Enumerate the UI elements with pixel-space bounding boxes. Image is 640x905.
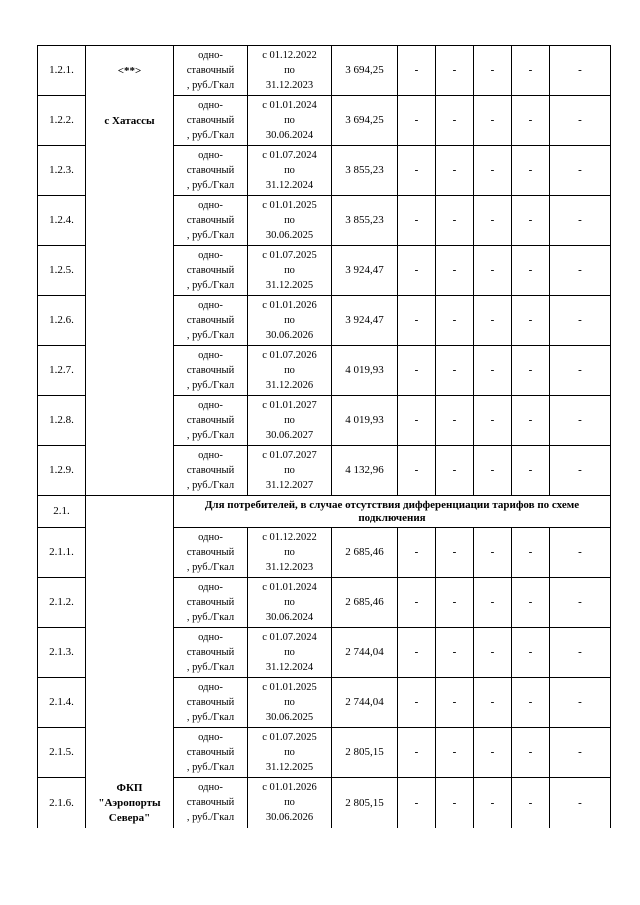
period-line: 31.12.2023 bbox=[265, 80, 314, 91]
empty-value-dash: - bbox=[436, 396, 474, 446]
tariff-value: 3 694,25 bbox=[332, 46, 398, 96]
period-cell bbox=[248, 346, 332, 396]
empty-value-dash: - bbox=[474, 528, 512, 578]
unit-cell bbox=[174, 628, 248, 678]
empty-value-dash: - bbox=[474, 678, 512, 728]
empty-value-dash: - bbox=[512, 628, 550, 678]
empty-value-dash: - bbox=[398, 346, 436, 396]
period-line: с 01.07.2024 bbox=[262, 150, 317, 161]
tariff-value: 3 924,47 bbox=[332, 296, 398, 346]
period-cell bbox=[248, 396, 332, 446]
period-line: по bbox=[284, 215, 295, 226]
period-line: с 01.01.2024 bbox=[262, 100, 317, 111]
empty-value-dash: - bbox=[550, 628, 611, 678]
unit-line: одно- bbox=[198, 100, 223, 111]
row-number: 2.1.2. bbox=[38, 578, 86, 628]
empty-value-dash: - bbox=[436, 678, 474, 728]
empty-value-dash: - bbox=[474, 96, 512, 146]
unit-cell bbox=[174, 246, 248, 296]
unit-line: ставочный bbox=[186, 265, 235, 276]
tariff-value: 2 685,46 bbox=[332, 528, 398, 578]
row-number: 1.2.9. bbox=[38, 446, 86, 496]
period-line: с 01.12.2022 bbox=[262, 532, 317, 543]
unit-line: ставочный bbox=[186, 165, 235, 176]
period-line: по bbox=[284, 697, 295, 708]
empty-value-dash: - bbox=[436, 578, 474, 628]
unit-cell bbox=[174, 46, 248, 96]
organization-cell-top bbox=[86, 46, 174, 96]
unit-cell bbox=[174, 778, 248, 828]
unit-cell bbox=[174, 678, 248, 728]
period-cell bbox=[248, 246, 332, 296]
period-cell bbox=[248, 296, 332, 346]
period-line: с 01.07.2027 bbox=[262, 450, 317, 461]
empty-value-dash: - bbox=[436, 778, 474, 828]
period-line: с 01.01.2026 bbox=[262, 782, 317, 794]
period-line: по bbox=[284, 465, 295, 476]
unit-line: ставочный bbox=[186, 797, 235, 809]
unit-line: одно- bbox=[198, 582, 223, 593]
empty-value-dash: - bbox=[512, 196, 550, 246]
unit-line: ставочный bbox=[186, 315, 235, 326]
empty-value-dash: - bbox=[550, 346, 611, 396]
empty-value-dash: - bbox=[512, 346, 550, 396]
empty-value-dash: - bbox=[512, 396, 550, 446]
empty-value-dash: - bbox=[436, 246, 474, 296]
empty-value-dash: - bbox=[436, 346, 474, 396]
empty-value-dash: - bbox=[398, 528, 436, 578]
empty-value-dash: - bbox=[550, 678, 611, 728]
unit-cell bbox=[174, 728, 248, 778]
empty-value-dash: - bbox=[436, 628, 474, 678]
empty-value-dash: - bbox=[474, 146, 512, 196]
tariff-table-container bbox=[37, 45, 611, 828]
empty-value-dash: - bbox=[550, 246, 611, 296]
tariff-value: 4 019,93 bbox=[332, 346, 398, 396]
unit-line: одно- bbox=[198, 150, 223, 161]
period-cell bbox=[248, 528, 332, 578]
empty-value-dash: - bbox=[398, 196, 436, 246]
empty-value-dash: - bbox=[436, 446, 474, 496]
table-row bbox=[38, 96, 611, 146]
unit-line: одно- bbox=[198, 450, 223, 461]
empty-value-dash: - bbox=[512, 528, 550, 578]
empty-value-dash: - bbox=[436, 728, 474, 778]
unit-line: , руб./Гкал bbox=[186, 180, 235, 191]
unit-line: одно- bbox=[198, 732, 223, 743]
period-line: по bbox=[284, 797, 295, 809]
empty-value-dash: - bbox=[512, 46, 550, 96]
empty-value-dash: - bbox=[512, 446, 550, 496]
period-line: 31.12.2024 bbox=[265, 662, 314, 673]
period-line: с 01.07.2026 bbox=[262, 350, 317, 361]
row-number: 1.2.2. bbox=[38, 96, 86, 146]
empty-value-dash: - bbox=[512, 296, 550, 346]
organization-name-line: с Хатассы bbox=[104, 114, 155, 127]
empty-value-dash: - bbox=[398, 246, 436, 296]
row-number: 1.2.4. bbox=[38, 196, 86, 246]
period-line: 31.12.2023 bbox=[265, 562, 314, 573]
row-number: 2.1.6. bbox=[38, 778, 86, 828]
period-line: 31.12.2024 bbox=[265, 180, 314, 191]
period-line: по bbox=[284, 547, 295, 558]
empty-value-dash: - bbox=[512, 728, 550, 778]
empty-value-dash: - bbox=[398, 96, 436, 146]
period-line: 31.12.2025 bbox=[265, 280, 314, 291]
period-line: с 01.01.2024 bbox=[262, 582, 317, 593]
tariff-value: 2 805,15 bbox=[332, 728, 398, 778]
organization-name-line: ФКП bbox=[116, 781, 143, 794]
period-cell bbox=[248, 96, 332, 146]
unit-line: ставочный bbox=[186, 597, 235, 608]
organization-cell bbox=[86, 496, 174, 828]
empty-value-dash: - bbox=[474, 246, 512, 296]
organization-name-line: <**> bbox=[117, 64, 142, 77]
period-line: по bbox=[284, 365, 295, 376]
period-line: с 01.07.2025 bbox=[262, 732, 317, 743]
empty-value-dash: - bbox=[550, 728, 611, 778]
unit-line: одно- bbox=[198, 682, 223, 693]
unit-line: одно- bbox=[198, 532, 223, 543]
unit-line: одно- bbox=[198, 350, 223, 361]
unit-line: одно- bbox=[198, 300, 223, 311]
period-line: с 01.01.2027 bbox=[262, 400, 317, 411]
period-line: 30.06.2026 bbox=[265, 812, 314, 824]
unit-cell bbox=[174, 296, 248, 346]
empty-value-dash: - bbox=[436, 296, 474, 346]
empty-value-dash: - bbox=[474, 778, 512, 828]
period-line: с 01.01.2026 bbox=[262, 300, 317, 311]
empty-value-dash: - bbox=[474, 296, 512, 346]
row-number: 2.1.4. bbox=[38, 678, 86, 728]
row-number: 1.2.6. bbox=[38, 296, 86, 346]
period-cell bbox=[248, 446, 332, 496]
unit-line: , руб./Гкал bbox=[186, 230, 235, 241]
unit-line: , руб./Гкал bbox=[186, 562, 235, 573]
organization-name-line: "Аэропорты bbox=[98, 796, 161, 809]
unit-line: одно- bbox=[198, 250, 223, 261]
organization-name-line: Севера" bbox=[108, 811, 151, 824]
empty-value-dash: - bbox=[474, 46, 512, 96]
period-line: по bbox=[284, 65, 295, 76]
unit-line: одно- bbox=[198, 200, 223, 211]
unit-line: ставочный bbox=[186, 365, 235, 376]
unit-line: ставочный bbox=[186, 747, 235, 758]
empty-value-dash: - bbox=[474, 446, 512, 496]
empty-value-dash: - bbox=[550, 446, 611, 496]
unit-line: одно- bbox=[198, 50, 223, 61]
empty-value-dash: - bbox=[550, 296, 611, 346]
unit-line: , руб./Гкал bbox=[186, 812, 235, 824]
unit-line: ставочный bbox=[186, 215, 235, 226]
unit-line: ставочный bbox=[186, 697, 235, 708]
empty-value-dash: - bbox=[398, 146, 436, 196]
empty-value-dash: - bbox=[512, 778, 550, 828]
empty-value-dash: - bbox=[550, 528, 611, 578]
tariff-value: 2 685,46 bbox=[332, 578, 398, 628]
unit-line: , руб./Гкал bbox=[186, 330, 235, 341]
period-cell bbox=[248, 728, 332, 778]
unit-cell bbox=[174, 396, 248, 446]
unit-line: , руб./Гкал bbox=[186, 380, 235, 391]
tariff-value: 2 744,04 bbox=[332, 678, 398, 728]
row-number: 1.2.7. bbox=[38, 346, 86, 396]
period-cell bbox=[248, 778, 332, 828]
period-line: 30.06.2024 bbox=[265, 130, 314, 141]
empty-value-dash: - bbox=[436, 46, 474, 96]
period-line: 30.06.2025 bbox=[265, 712, 314, 723]
unit-line: одно- bbox=[198, 632, 223, 643]
tariff-value: 2 744,04 bbox=[332, 628, 398, 678]
empty-value-dash: - bbox=[398, 628, 436, 678]
empty-value-dash: - bbox=[550, 778, 611, 828]
empty-value-dash: - bbox=[512, 578, 550, 628]
period-line: по bbox=[284, 165, 295, 176]
empty-value-dash: - bbox=[550, 46, 611, 96]
period-line: по bbox=[284, 315, 295, 326]
period-line: по bbox=[284, 415, 295, 426]
empty-value-dash: - bbox=[512, 246, 550, 296]
unit-line: одно- bbox=[198, 400, 223, 411]
unit-cell bbox=[174, 96, 248, 146]
unit-line: , руб./Гкал bbox=[186, 662, 235, 673]
unit-cell bbox=[174, 446, 248, 496]
row-number: 1.2.1. bbox=[38, 46, 86, 96]
empty-value-dash: - bbox=[512, 146, 550, 196]
unit-line: , руб./Гкал bbox=[186, 430, 235, 441]
empty-value-dash: - bbox=[474, 346, 512, 396]
table-row bbox=[38, 46, 611, 96]
tariff-value: 3 855,23 bbox=[332, 196, 398, 246]
unit-cell bbox=[174, 578, 248, 628]
period-line: по bbox=[284, 265, 295, 276]
empty-value-dash: - bbox=[550, 146, 611, 196]
empty-value-dash: - bbox=[550, 396, 611, 446]
tariff-value: 4 132,96 bbox=[332, 446, 398, 496]
empty-value-dash: - bbox=[512, 96, 550, 146]
unit-cell bbox=[174, 146, 248, 196]
unit-line: , руб./Гкал bbox=[186, 480, 235, 491]
empty-value-dash: - bbox=[398, 46, 436, 96]
unit-line: ставочный bbox=[186, 547, 235, 558]
tariff-value: 3 924,47 bbox=[332, 246, 398, 296]
period-line: с 01.01.2025 bbox=[262, 682, 317, 693]
unit-line: , руб./Гкал bbox=[186, 280, 235, 291]
period-line: по bbox=[284, 597, 295, 608]
unit-line: , руб./Гкал bbox=[186, 762, 235, 773]
unit-line: ставочный bbox=[186, 115, 235, 126]
period-line: 31.12.2025 bbox=[265, 762, 314, 773]
empty-value-dash: - bbox=[398, 728, 436, 778]
tariff-value: 3 694,25 bbox=[332, 96, 398, 146]
empty-value-dash: - bbox=[550, 578, 611, 628]
period-line: 30.06.2025 bbox=[265, 230, 314, 241]
organization-cell bbox=[86, 96, 174, 496]
row-number: 2.1.3. bbox=[38, 628, 86, 678]
empty-value-dash: - bbox=[474, 628, 512, 678]
period-cell bbox=[248, 578, 332, 628]
row-number: 2.1.1. bbox=[38, 528, 86, 578]
empty-value-dash: - bbox=[474, 728, 512, 778]
empty-value-dash: - bbox=[550, 96, 611, 146]
row-number: 2.1. bbox=[38, 496, 86, 528]
unit-line: ставочный bbox=[186, 647, 235, 658]
empty-value-dash: - bbox=[474, 196, 512, 246]
period-line: с 01.07.2025 bbox=[262, 250, 317, 261]
unit-cell bbox=[174, 528, 248, 578]
period-line: с 01.01.2025 bbox=[262, 200, 317, 211]
empty-value-dash: - bbox=[398, 296, 436, 346]
unit-line: , руб./Гкал bbox=[186, 80, 235, 91]
empty-value-dash: - bbox=[474, 578, 512, 628]
period-line: 30.06.2026 bbox=[265, 330, 314, 341]
unit-line: ставочный bbox=[186, 415, 235, 426]
unit-cell bbox=[174, 346, 248, 396]
unit-cell bbox=[174, 196, 248, 246]
empty-value-dash: - bbox=[436, 528, 474, 578]
period-cell bbox=[248, 196, 332, 246]
row-number: 1.2.5. bbox=[38, 246, 86, 296]
unit-line: одно- bbox=[198, 782, 223, 794]
row-number: 1.2.8. bbox=[38, 396, 86, 446]
row-number: 2.1.5. bbox=[38, 728, 86, 778]
period-cell bbox=[248, 146, 332, 196]
empty-value-dash: - bbox=[398, 396, 436, 446]
period-line: по bbox=[284, 747, 295, 758]
empty-value-dash: - bbox=[436, 96, 474, 146]
unit-line: , руб./Гкал bbox=[186, 712, 235, 723]
period-cell bbox=[248, 46, 332, 96]
unit-line: , руб./Гкал bbox=[186, 130, 235, 141]
empty-value-dash: - bbox=[512, 678, 550, 728]
empty-value-dash: - bbox=[398, 678, 436, 728]
period-line: 30.06.2027 bbox=[265, 430, 314, 441]
section-heading: Для потребителей, в случае отсутствия дифференциации тарифов по схеме подключения bbox=[174, 496, 611, 528]
empty-value-dash: - bbox=[436, 196, 474, 246]
period-cell bbox=[248, 678, 332, 728]
tariff-value: 2 805,15 bbox=[332, 778, 398, 828]
unit-line: ставочный bbox=[186, 465, 235, 476]
period-line: по bbox=[284, 647, 295, 658]
period-line: 31.12.2027 bbox=[265, 480, 314, 491]
row-number: 1.2.3. bbox=[38, 146, 86, 196]
period-line: по bbox=[284, 115, 295, 126]
tariff-value: 3 855,23 bbox=[332, 146, 398, 196]
period-line: с 01.07.2024 bbox=[262, 632, 317, 643]
empty-value-dash: - bbox=[398, 578, 436, 628]
empty-value-dash: - bbox=[474, 396, 512, 446]
empty-value-dash: - bbox=[398, 446, 436, 496]
unit-line: , руб./Гкал bbox=[186, 612, 235, 623]
empty-value-dash: - bbox=[550, 196, 611, 246]
tariff-value: 4 019,93 bbox=[332, 396, 398, 446]
section-heading-row bbox=[38, 496, 611, 528]
period-cell bbox=[248, 628, 332, 678]
unit-line: ставочный bbox=[186, 65, 235, 76]
tariff-table bbox=[37, 45, 611, 828]
period-line: с 01.12.2022 bbox=[262, 50, 317, 61]
empty-value-dash: - bbox=[398, 778, 436, 828]
empty-value-dash: - bbox=[436, 146, 474, 196]
period-line: 30.06.2024 bbox=[265, 612, 314, 623]
period-line: 31.12.2026 bbox=[265, 380, 314, 391]
